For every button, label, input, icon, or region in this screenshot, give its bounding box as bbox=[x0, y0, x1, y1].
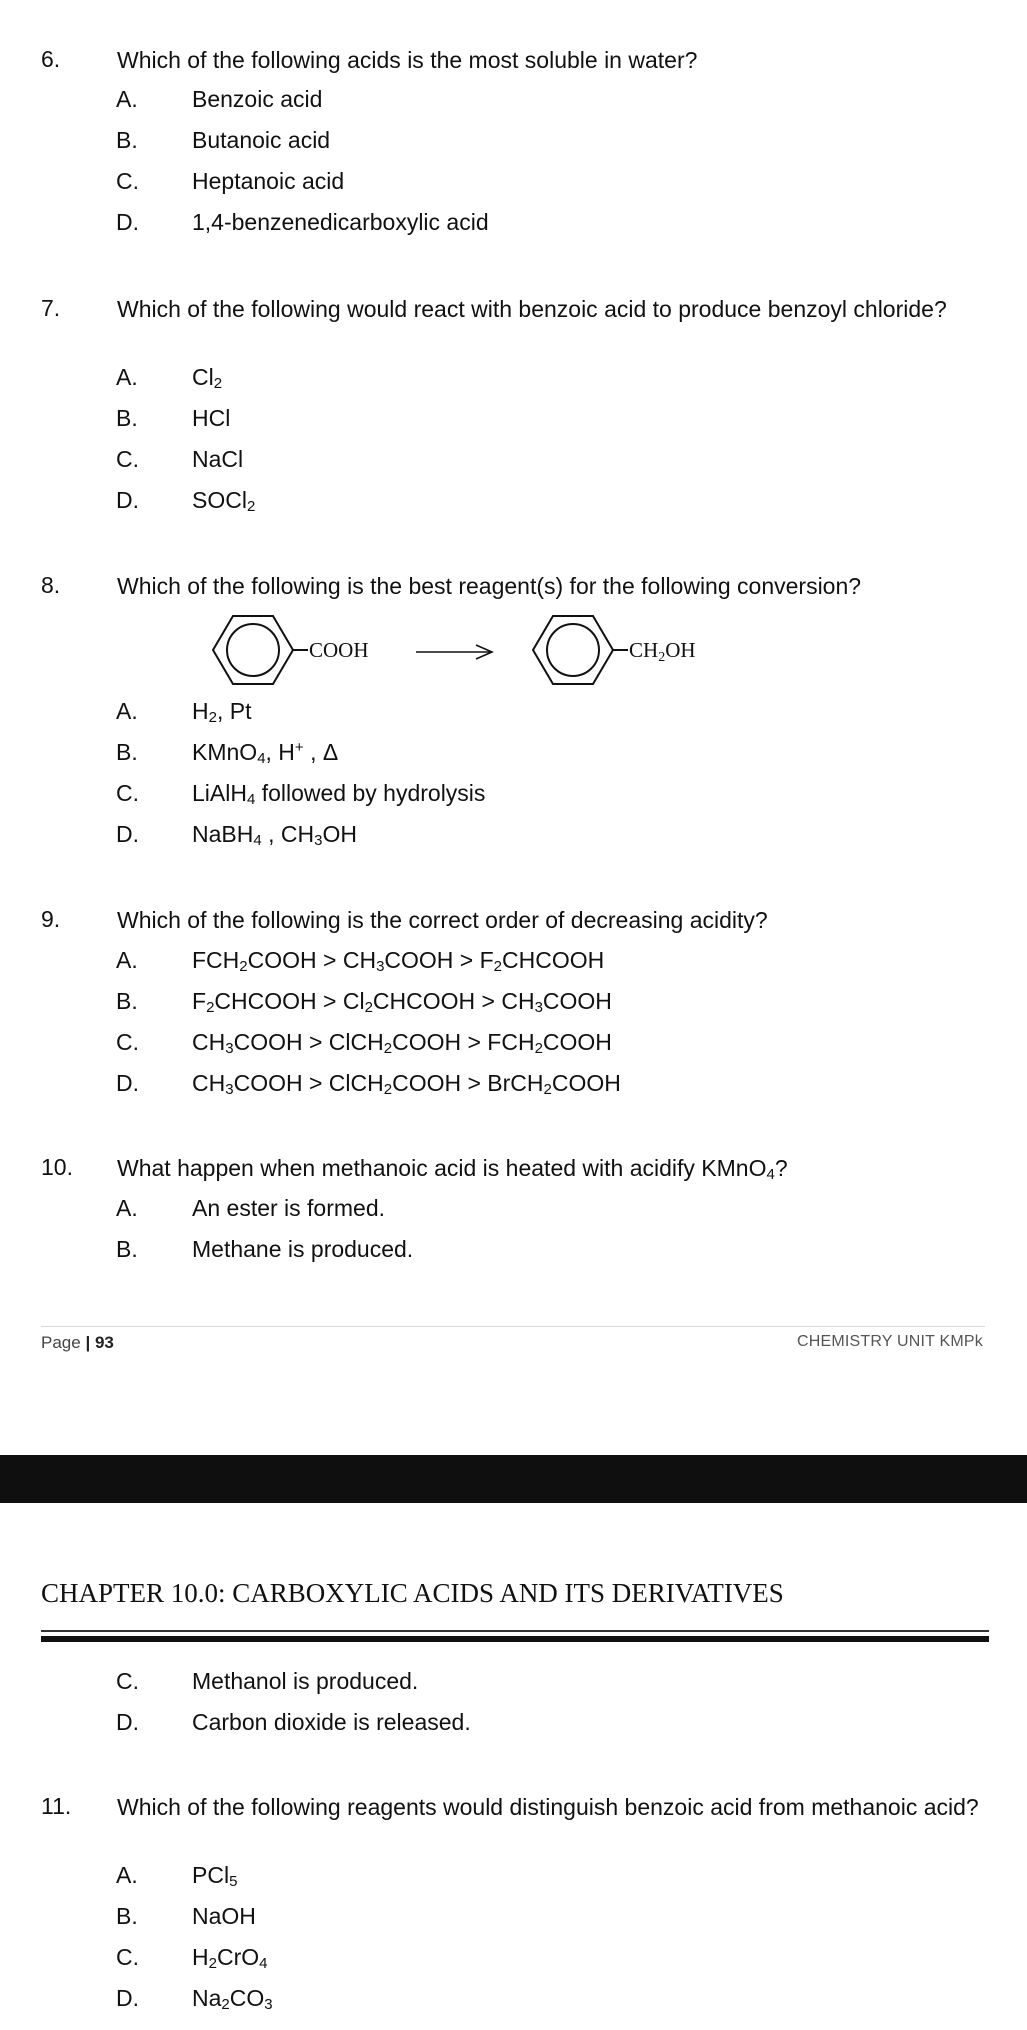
footer-divider bbox=[41, 1326, 985, 1327]
formula: $CH_3COOH$ > ClCH$_2$COOH > $FCH_2COOH$ bbox=[192, 1029, 612, 1057]
option-c: C. LiAlH$_4$ followed by hydrolysis bbox=[116, 780, 486, 808]
option-c: C. NaCl bbox=[116, 446, 244, 472]
option-b: B. KMnO$_4$, H+ , Δ bbox=[116, 739, 339, 767]
formula: NaOH bbox=[192, 1903, 256, 1929]
option-c: C. $H_2CrO_4$ bbox=[116, 1944, 268, 1972]
formula: $CH_3COOH$ > ClCH$_2$COOH > BrCH$_2$COOH bbox=[192, 1070, 621, 1098]
option-d: D. SOCl$_2$ bbox=[116, 487, 256, 515]
question-text: What happen when methanoic acid is heated with acidify KMnO$_4$? bbox=[117, 1155, 788, 1183]
header-rule-thick bbox=[41, 1636, 989, 1642]
question-text: Which of the following is the best reagent(s) for the following conversion? bbox=[117, 573, 862, 599]
option-c: C. $CH_3COOH$ > ClCH$_2$COOH > $FCH_2COOH$ bbox=[116, 1029, 612, 1057]
formula: $FCH_2COOH$ > $CH_3COOH$ > $F_2CHCOOH$ bbox=[192, 947, 605, 975]
option-a: A. $Cl_2$ bbox=[116, 364, 223, 392]
formula: $Cl_2$ bbox=[192, 364, 223, 392]
reactant-group: COOH bbox=[309, 638, 369, 662]
question-text: Which of the following acids is the most soluble in water? bbox=[117, 47, 698, 73]
option-c: C. Methanol is produced. bbox=[116, 1668, 419, 1694]
option-b: B. $F_2CHCOOH$ > $Cl_2CHCOOH$ > $CH_3COOH$ bbox=[116, 988, 612, 1016]
option-d: D. $CH_3COOH$ > ClCH$_2$COOH > BrCH$_2$COOH bbox=[116, 1070, 621, 1098]
question-number: 10. bbox=[41, 1154, 73, 1180]
product-group: CH2OH bbox=[629, 638, 696, 665]
formula: $Na_2CO_3$ bbox=[192, 1985, 273, 2013]
option-a: A. PCl$_5$ bbox=[116, 1862, 238, 1890]
page-break-band bbox=[0, 1455, 1027, 1503]
formula: SOCl$_2$ bbox=[192, 487, 256, 515]
reaction-scheme bbox=[190, 607, 730, 693]
question-text: Which of the following is the correct order of decreasing acidity? bbox=[117, 907, 768, 933]
formula: HCl bbox=[192, 405, 231, 431]
page-label: Page bbox=[41, 1333, 81, 1352]
formula: $F_2CHCOOH$ > $Cl_2CHCOOH$ > $CH_3COOH$ bbox=[192, 988, 612, 1016]
option-b: B. Butanoic acid bbox=[116, 127, 331, 153]
formula: $H_2$, Pt bbox=[192, 698, 252, 726]
option-d: D. Carbon dioxide is released. bbox=[116, 1709, 471, 1735]
question-number: 11. bbox=[41, 1793, 72, 1819]
question-text: Which of the following reagents would distinguish benzoic acid from methanoic acid? bbox=[117, 1794, 979, 1820]
page-footer-right: CHEMISTRY UNIT KMPk bbox=[796, 1333, 983, 1350]
option-a: A. $H_2$, Pt bbox=[116, 698, 252, 726]
option-b: B. HCl bbox=[116, 405, 231, 431]
option-a: A. $FCH_2COOH$ > $CH_3COOH$ > $F_2CHCOOH$ bbox=[116, 947, 605, 975]
page-footer-left bbox=[41, 1333, 114, 1353]
question-number: 6. bbox=[41, 46, 61, 72]
option-d: D. $Na_2CO_3$ bbox=[116, 1985, 273, 2013]
option-b: B. Methane is produced. bbox=[116, 1236, 414, 1262]
benzene-ring-product bbox=[533, 616, 613, 684]
formula: PCl$_5$ bbox=[192, 1862, 238, 1890]
page-separator: | bbox=[85, 1333, 91, 1352]
option-a: A. Benzoic acid bbox=[116, 86, 323, 112]
formula: KMnO$_4$, H+ , Δ bbox=[192, 739, 339, 767]
formula: NaCl bbox=[192, 446, 244, 472]
option-d: D. NaBH$_4$ , $CH_3OH$ bbox=[116, 821, 357, 849]
benzene-ring-reactant bbox=[213, 616, 293, 684]
option-b: B. NaOH bbox=[116, 1903, 256, 1929]
chapter-title: CHAPTER 10.0: CARBOXYLIC ACIDS AND ITS DERIVATIVES bbox=[41, 1578, 784, 1608]
question-number: 8. bbox=[41, 572, 61, 598]
option-c: C. Heptanoic acid bbox=[116, 168, 345, 194]
header-rule-thin bbox=[41, 1630, 989, 1632]
page-number: 93 bbox=[94, 1333, 114, 1352]
question-text: Which of the following would react with benzoic acid to produce benzoyl chloride? bbox=[117, 296, 947, 322]
reaction-arrow-icon bbox=[416, 645, 492, 659]
formula: NaBH$_4$ , $CH_3OH$ bbox=[192, 821, 357, 849]
question-number: 7. bbox=[41, 295, 61, 321]
option-d: D. 1,4-benzenedicarboxylic acid bbox=[116, 209, 489, 235]
option-a: A. An ester is formed. bbox=[116, 1195, 386, 1221]
formula: LiAlH$_4$ followed by hydrolysis bbox=[192, 780, 486, 808]
question-number: 9. bbox=[41, 906, 61, 932]
formula: $H_2CrO_4$ bbox=[192, 1944, 268, 1972]
